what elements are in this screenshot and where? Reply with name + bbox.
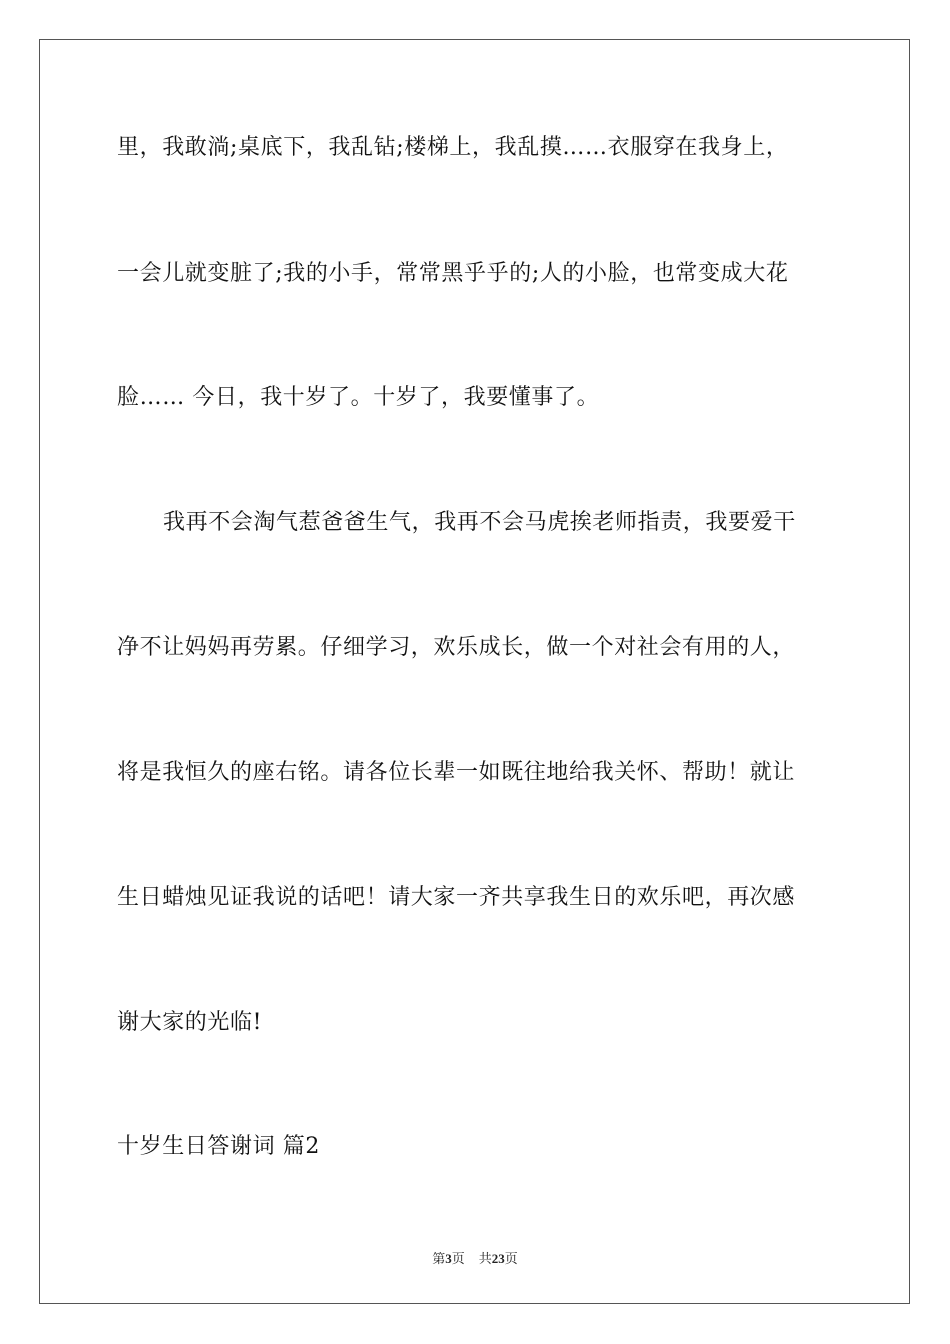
body-line-5: 净不让妈妈再劳累。仔细学习，欢乐成长，做一个对社会有用的人， [117, 635, 796, 660]
total-pages: 23 [491, 1251, 505, 1266]
page-footer [0, 1248, 950, 1267]
body-line-8: 谢大家的光临! [117, 1010, 263, 1035]
body-line-1: 里，我敢淌;桌底下，我乱钻;楼梯上，我乱摸……衣服穿在我身上， [117, 135, 789, 160]
page-suffix: 页 [451, 1251, 465, 1266]
body-line-6: 将是我恒久的座右铭。请各位长辈一如既往地给我关怀、帮助！就让 [117, 760, 796, 785]
body-line-7: 生日蜡烛见证我说的话吧！请大家一齐共享我生日的欢乐吧，再次感 [117, 885, 796, 910]
page-border [39, 39, 910, 1304]
page-number: 3 [445, 1251, 452, 1266]
body-line-4: 我再不会淘气惹爸爸生气，我再不会马虎挨老师指责，我要爱干 [163, 510, 796, 535]
total-prefix: 共 [478, 1251, 492, 1266]
body-line-2: 一会儿就变脏了;我的小手，常常黑乎乎的;人的小脸，也常变成大花 [117, 261, 789, 286]
body-line-3: 脸…… 今日，我十岁了。十岁了，我要懂事了。 [117, 385, 600, 410]
total-suffix: 页 [504, 1251, 518, 1266]
section-heading: 十岁生日答谢词 篇2 [117, 1134, 320, 1159]
page-prefix: 第 [432, 1251, 446, 1266]
